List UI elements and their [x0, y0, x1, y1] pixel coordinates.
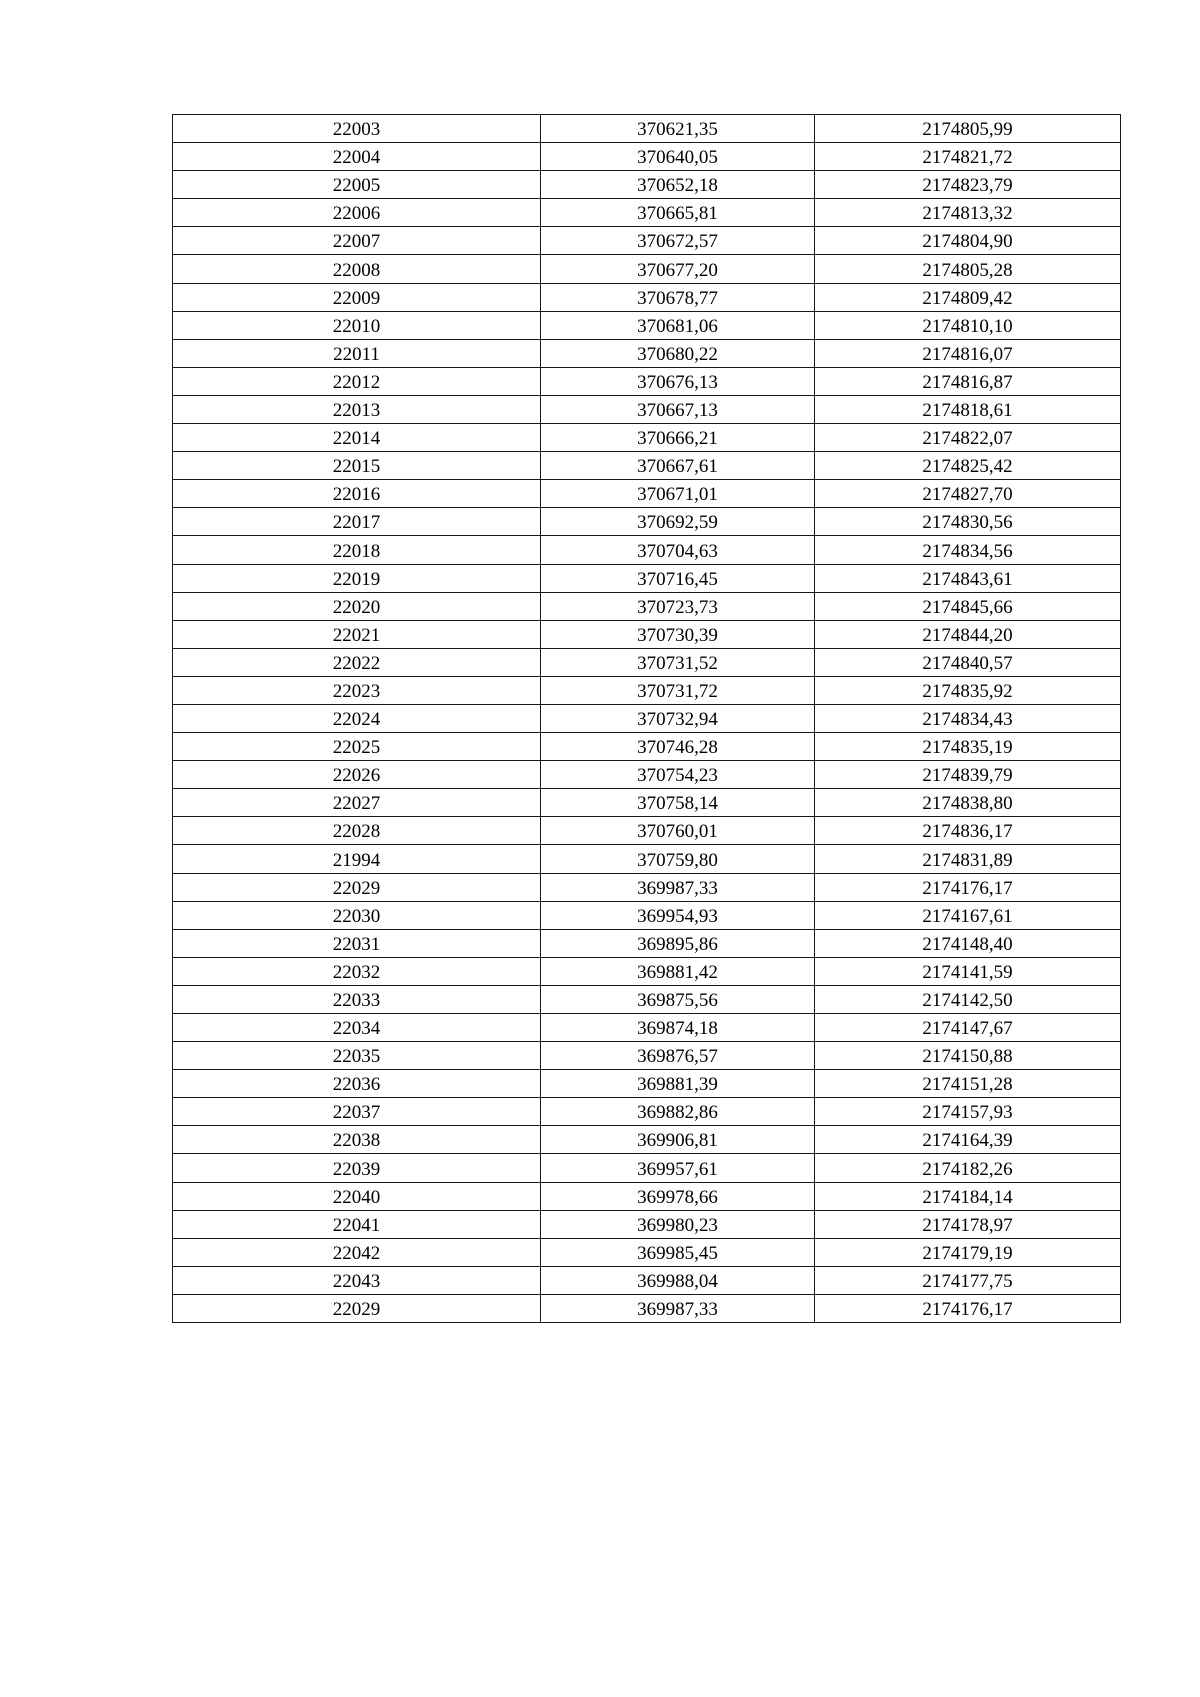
y-coordinate-cell: 2174840,57 [815, 648, 1121, 676]
y-coordinate-cell: 2174182,26 [815, 1154, 1121, 1182]
x-coordinate-cell: 369875,56 [541, 985, 815, 1013]
point-number-cell: 22027 [173, 789, 541, 817]
table-row [173, 115, 1121, 143]
y-coordinate-cell: 2174813,32 [815, 199, 1121, 227]
x-coordinate-cell: 369881,42 [541, 957, 815, 985]
y-coordinate-cell: 2174809,42 [815, 283, 1121, 311]
table-row [173, 255, 1121, 283]
y-coordinate-cell: 2174822,07 [815, 424, 1121, 452]
table-row [173, 1238, 1121, 1266]
y-coordinate-cell: 2174804,90 [815, 227, 1121, 255]
table-row [173, 761, 1121, 789]
point-number-cell: 22028 [173, 817, 541, 845]
point-number-cell: 22029 [173, 873, 541, 901]
x-coordinate-cell: 369874,18 [541, 1014, 815, 1042]
x-coordinate-cell: 370677,20 [541, 255, 815, 283]
table-row [173, 1126, 1121, 1154]
table-row [173, 171, 1121, 199]
point-number-cell: 22030 [173, 901, 541, 929]
point-number-cell: 22006 [173, 199, 541, 227]
table-row [173, 536, 1121, 564]
point-number-cell: 22025 [173, 733, 541, 761]
point-number-cell: 22019 [173, 564, 541, 592]
table-row [173, 845, 1121, 873]
y-coordinate-cell: 2174147,67 [815, 1014, 1121, 1042]
table-row [173, 789, 1121, 817]
point-number-cell: 22026 [173, 761, 541, 789]
x-coordinate-cell: 370760,01 [541, 817, 815, 845]
point-number-cell: 22038 [173, 1126, 541, 1154]
y-coordinate-cell: 2174805,99 [815, 115, 1121, 143]
y-coordinate-cell: 2174177,75 [815, 1266, 1121, 1294]
y-coordinate-cell: 2174816,07 [815, 339, 1121, 367]
y-coordinate-cell: 2174836,17 [815, 817, 1121, 845]
x-coordinate-cell: 369988,04 [541, 1266, 815, 1294]
table-row [173, 1098, 1121, 1126]
point-number-cell: 22029 [173, 1294, 541, 1322]
table-row [173, 929, 1121, 957]
y-coordinate-cell: 2174176,17 [815, 1294, 1121, 1322]
y-coordinate-cell: 2174821,72 [815, 143, 1121, 171]
x-coordinate-cell: 370676,13 [541, 367, 815, 395]
point-number-cell: 22036 [173, 1070, 541, 1098]
x-coordinate-cell: 370665,81 [541, 199, 815, 227]
y-coordinate-cell: 2174179,19 [815, 1238, 1121, 1266]
point-number-cell: 22037 [173, 1098, 541, 1126]
x-coordinate-cell: 370667,13 [541, 395, 815, 423]
point-number-cell: 22015 [173, 452, 541, 480]
table-row [173, 199, 1121, 227]
y-coordinate-cell: 2174150,88 [815, 1042, 1121, 1070]
x-coordinate-cell: 370731,52 [541, 648, 815, 676]
table-row [173, 395, 1121, 423]
table-row [173, 592, 1121, 620]
table-row [173, 367, 1121, 395]
x-coordinate-cell: 370723,73 [541, 592, 815, 620]
y-coordinate-cell: 2174164,39 [815, 1126, 1121, 1154]
table-row [173, 1210, 1121, 1238]
x-coordinate-cell: 369987,33 [541, 1294, 815, 1322]
y-coordinate-cell: 2174831,89 [815, 845, 1121, 873]
y-coordinate-cell: 2174805,28 [815, 255, 1121, 283]
y-coordinate-cell: 2174827,70 [815, 480, 1121, 508]
point-number-cell: 22005 [173, 171, 541, 199]
table-row [173, 1014, 1121, 1042]
coordinates-table-body [173, 115, 1121, 1323]
x-coordinate-cell: 370652,18 [541, 171, 815, 199]
x-coordinate-cell: 370666,21 [541, 424, 815, 452]
point-number-cell: 22042 [173, 1238, 541, 1266]
x-coordinate-cell: 370759,80 [541, 845, 815, 873]
table-row [173, 648, 1121, 676]
point-number-cell: 22020 [173, 592, 541, 620]
x-coordinate-cell: 370704,63 [541, 536, 815, 564]
table-row [173, 1154, 1121, 1182]
y-coordinate-cell: 2174838,80 [815, 789, 1121, 817]
table-row [173, 283, 1121, 311]
x-coordinate-cell: 370672,57 [541, 227, 815, 255]
table-row [173, 817, 1121, 845]
x-coordinate-cell: 370671,01 [541, 480, 815, 508]
point-number-cell: 22018 [173, 536, 541, 564]
point-number-cell: 22023 [173, 676, 541, 704]
x-coordinate-cell: 369906,81 [541, 1126, 815, 1154]
table-row [173, 1294, 1121, 1322]
point-number-cell: 22003 [173, 115, 541, 143]
y-coordinate-cell: 2174810,10 [815, 311, 1121, 339]
y-coordinate-cell: 2174834,56 [815, 536, 1121, 564]
table-row [173, 704, 1121, 732]
table-row [173, 339, 1121, 367]
x-coordinate-cell: 370621,35 [541, 115, 815, 143]
point-number-cell: 22016 [173, 480, 541, 508]
y-coordinate-cell: 2174184,14 [815, 1182, 1121, 1210]
table-row [173, 143, 1121, 171]
table-row [173, 424, 1121, 452]
y-coordinate-cell: 2174845,66 [815, 592, 1121, 620]
y-coordinate-cell: 2174834,43 [815, 704, 1121, 732]
y-coordinate-cell: 2174835,92 [815, 676, 1121, 704]
x-coordinate-cell: 370681,06 [541, 311, 815, 339]
point-number-cell: 22021 [173, 620, 541, 648]
point-number-cell: 22007 [173, 227, 541, 255]
y-coordinate-cell: 2174830,56 [815, 508, 1121, 536]
x-coordinate-cell: 369882,86 [541, 1098, 815, 1126]
point-number-cell: 22035 [173, 1042, 541, 1070]
x-coordinate-cell: 369876,57 [541, 1042, 815, 1070]
x-coordinate-cell: 370754,23 [541, 761, 815, 789]
x-coordinate-cell: 369985,45 [541, 1238, 815, 1266]
point-number-cell: 22014 [173, 424, 541, 452]
table-row [173, 1182, 1121, 1210]
point-number-cell: 22011 [173, 339, 541, 367]
y-coordinate-cell: 2174818,61 [815, 395, 1121, 423]
y-coordinate-cell: 2174157,93 [815, 1098, 1121, 1126]
x-coordinate-cell: 370716,45 [541, 564, 815, 592]
x-coordinate-cell: 370640,05 [541, 143, 815, 171]
point-number-cell: 22040 [173, 1182, 541, 1210]
y-coordinate-cell: 2174148,40 [815, 929, 1121, 957]
y-coordinate-cell: 2174142,50 [815, 985, 1121, 1013]
y-coordinate-cell: 2174816,87 [815, 367, 1121, 395]
point-number-cell: 22010 [173, 311, 541, 339]
y-coordinate-cell: 2174167,61 [815, 901, 1121, 929]
point-number-cell: 22012 [173, 367, 541, 395]
point-number-cell: 22043 [173, 1266, 541, 1294]
y-coordinate-cell: 2174839,79 [815, 761, 1121, 789]
y-coordinate-cell: 2174141,59 [815, 957, 1121, 985]
point-number-cell: 22009 [173, 283, 541, 311]
x-coordinate-cell: 369980,23 [541, 1210, 815, 1238]
x-coordinate-cell: 370758,14 [541, 789, 815, 817]
table-row [173, 508, 1121, 536]
x-coordinate-cell: 370680,22 [541, 339, 815, 367]
table-row [173, 1070, 1121, 1098]
table-row [173, 564, 1121, 592]
point-number-cell: 22024 [173, 704, 541, 732]
table-row [173, 311, 1121, 339]
table-row [173, 227, 1121, 255]
y-coordinate-cell: 2174823,79 [815, 171, 1121, 199]
point-number-cell: 22031 [173, 929, 541, 957]
point-number-cell: 22033 [173, 985, 541, 1013]
x-coordinate-cell: 369987,33 [541, 873, 815, 901]
point-number-cell: 22032 [173, 957, 541, 985]
y-coordinate-cell: 2174843,61 [815, 564, 1121, 592]
y-coordinate-cell: 2174844,20 [815, 620, 1121, 648]
x-coordinate-cell: 370732,94 [541, 704, 815, 732]
y-coordinate-cell: 2174151,28 [815, 1070, 1121, 1098]
point-number-cell: 22041 [173, 1210, 541, 1238]
x-coordinate-cell: 369881,39 [541, 1070, 815, 1098]
x-coordinate-cell: 369954,93 [541, 901, 815, 929]
table-row [173, 733, 1121, 761]
table-row [173, 873, 1121, 901]
coordinates-table [172, 114, 1121, 1323]
x-coordinate-cell: 370746,28 [541, 733, 815, 761]
x-coordinate-cell: 370731,72 [541, 676, 815, 704]
x-coordinate-cell: 370692,59 [541, 508, 815, 536]
y-coordinate-cell: 2174176,17 [815, 873, 1121, 901]
table-row [173, 676, 1121, 704]
point-number-cell: 22017 [173, 508, 541, 536]
point-number-cell: 22022 [173, 648, 541, 676]
x-coordinate-cell: 369978,66 [541, 1182, 815, 1210]
x-coordinate-cell: 370678,77 [541, 283, 815, 311]
point-number-cell: 22004 [173, 143, 541, 171]
table-row [173, 957, 1121, 985]
table-row [173, 1266, 1121, 1294]
table-row [173, 452, 1121, 480]
point-number-cell: 21994 [173, 845, 541, 873]
point-number-cell: 22008 [173, 255, 541, 283]
x-coordinate-cell: 370667,61 [541, 452, 815, 480]
table-row [173, 985, 1121, 1013]
point-number-cell: 22013 [173, 395, 541, 423]
x-coordinate-cell: 369957,61 [541, 1154, 815, 1182]
y-coordinate-cell: 2174825,42 [815, 452, 1121, 480]
table-row [173, 620, 1121, 648]
point-number-cell: 22039 [173, 1154, 541, 1182]
table-row [173, 901, 1121, 929]
y-coordinate-cell: 2174835,19 [815, 733, 1121, 761]
point-number-cell: 22034 [173, 1014, 541, 1042]
table-row [173, 1042, 1121, 1070]
x-coordinate-cell: 369895,86 [541, 929, 815, 957]
x-coordinate-cell: 370730,39 [541, 620, 815, 648]
y-coordinate-cell: 2174178,97 [815, 1210, 1121, 1238]
table-row [173, 480, 1121, 508]
